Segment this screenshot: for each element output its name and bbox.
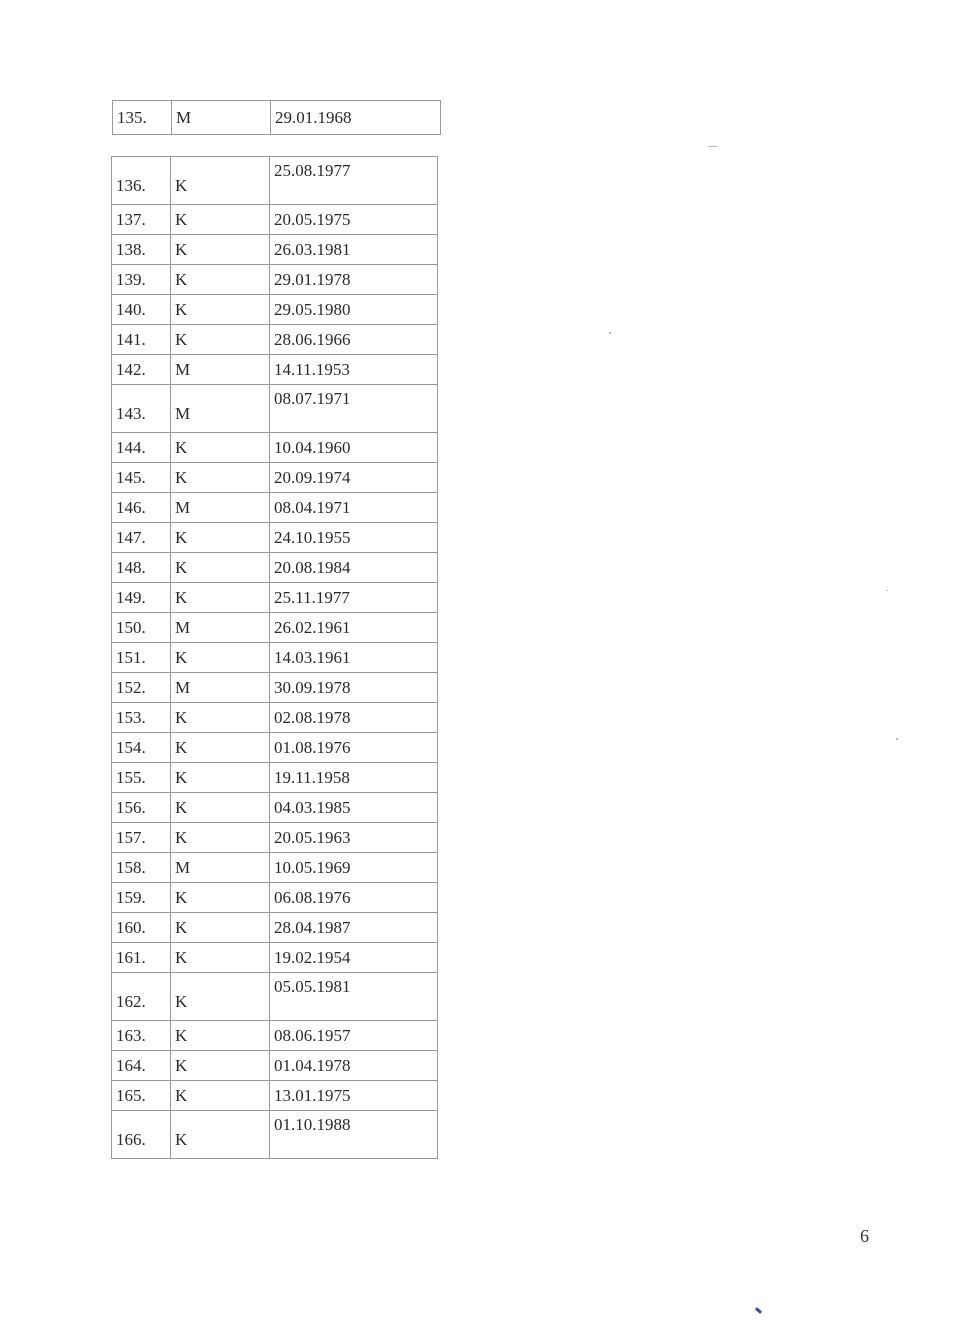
record-number: 146. [112, 493, 171, 523]
table-row [112, 265, 438, 295]
table-row [112, 1111, 438, 1159]
table-row [112, 703, 438, 733]
record-sex: K [171, 1081, 270, 1111]
record-sex: K [171, 973, 270, 1021]
record-number: 160. [112, 913, 171, 943]
record-sex: K [171, 553, 270, 583]
record-sex: K [171, 823, 270, 853]
record-date: 10.05.1969 [270, 853, 438, 883]
record-sex: K [171, 295, 270, 325]
table-row [112, 1051, 438, 1081]
table-row [112, 763, 438, 793]
record-sex: M [171, 673, 270, 703]
record-number: 136. [112, 157, 171, 205]
scan-speck [708, 146, 717, 147]
record-date: 28.04.1987 [270, 913, 438, 943]
record-date: 20.08.1984 [270, 553, 438, 583]
record-sex: M [171, 853, 270, 883]
record-number: 138. [112, 235, 171, 265]
record-sex: M [171, 613, 270, 643]
record-sex: K [171, 733, 270, 763]
record-number: 161. [112, 943, 171, 973]
table-row [112, 943, 438, 973]
table-row [112, 385, 438, 433]
table-row [112, 853, 438, 883]
record-number: 152. [112, 673, 171, 703]
record-date: 30.09.1978 [270, 673, 438, 703]
table-row [112, 493, 438, 523]
table-row [112, 973, 438, 1021]
table-row [112, 583, 438, 613]
table-row [112, 913, 438, 943]
record-number: 145. [112, 463, 171, 493]
record-sex: K [171, 325, 270, 355]
record-date: 28.06.1966 [270, 325, 438, 355]
table-row [112, 235, 438, 265]
record-date: 29.01.1968 [271, 101, 441, 135]
record-number: 150. [112, 613, 171, 643]
record-date: 08.06.1957 [270, 1021, 438, 1051]
record-date: 06.08.1976 [270, 883, 438, 913]
scan-speck [886, 590, 888, 591]
top-records-body [113, 101, 441, 135]
record-sex: K [171, 913, 270, 943]
record-date: 20.05.1963 [270, 823, 438, 853]
table-row [112, 523, 438, 553]
table-row [112, 793, 438, 823]
table-row [112, 1021, 438, 1051]
record-sex: K [171, 793, 270, 823]
table-row [112, 1081, 438, 1111]
table-row [112, 643, 438, 673]
record-number: 143. [112, 385, 171, 433]
record-date: 20.09.1974 [270, 463, 438, 493]
top-records-table [112, 100, 441, 135]
record-number: 165. [112, 1081, 171, 1111]
record-number: 137. [112, 205, 171, 235]
record-sex: K [171, 763, 270, 793]
record-date: 29.01.1978 [270, 265, 438, 295]
table-row [113, 101, 441, 135]
table-row [112, 355, 438, 385]
record-date: 01.10.1988 [270, 1111, 438, 1159]
main-records-table [111, 156, 438, 1159]
record-number: 141. [112, 325, 171, 355]
record-date: 29.05.1980 [270, 295, 438, 325]
record-number: 139. [112, 265, 171, 295]
record-sex: K [171, 1111, 270, 1159]
record-date: 05.05.1981 [270, 973, 438, 1021]
record-date: 20.05.1975 [270, 205, 438, 235]
record-date: 19.11.1958 [270, 763, 438, 793]
record-sex: K [171, 235, 270, 265]
record-number: 149. [112, 583, 171, 613]
record-number: 151. [112, 643, 171, 673]
record-sex: K [171, 1051, 270, 1081]
record-number: 164. [112, 1051, 171, 1081]
record-sex: K [171, 943, 270, 973]
table-row [112, 433, 438, 463]
record-date: 01.08.1976 [270, 733, 438, 763]
scan-speck [896, 738, 898, 740]
record-date: 02.08.1978 [270, 703, 438, 733]
record-number: 147. [112, 523, 171, 553]
record-sex: K [171, 265, 270, 295]
table-row [112, 157, 438, 205]
record-date: 25.08.1977 [270, 157, 438, 205]
record-date: 01.04.1978 [270, 1051, 438, 1081]
table-row [112, 553, 438, 583]
record-date: 04.03.1985 [270, 793, 438, 823]
record-date: 26.03.1981 [270, 235, 438, 265]
record-sex: K [171, 463, 270, 493]
record-number: 156. [112, 793, 171, 823]
record-date: 19.02.1954 [270, 943, 438, 973]
record-number: 166. [112, 1111, 171, 1159]
table-row [112, 613, 438, 643]
record-date: 25.11.1977 [270, 583, 438, 613]
record-date: 26.02.1961 [270, 613, 438, 643]
record-date: 13.01.1975 [270, 1081, 438, 1111]
record-sex: M [171, 385, 270, 433]
record-sex: M [171, 493, 270, 523]
record-number: 154. [112, 733, 171, 763]
table-row [112, 823, 438, 853]
main-records-body [112, 157, 438, 1159]
record-number: 135. [113, 101, 172, 135]
page-number: 6 [860, 1226, 869, 1246]
record-date: 08.07.1971 [270, 385, 438, 433]
table-row [112, 295, 438, 325]
table-row [112, 325, 438, 355]
record-date: 10.04.1960 [270, 433, 438, 463]
record-number: 163. [112, 1021, 171, 1051]
record-sex: K [171, 1021, 270, 1051]
record-sex: M [172, 101, 271, 135]
table-row [112, 205, 438, 235]
record-number: 155. [112, 763, 171, 793]
record-sex: K [171, 523, 270, 553]
record-number: 158. [112, 853, 171, 883]
record-sex: K [171, 703, 270, 733]
record-number: 148. [112, 553, 171, 583]
record-number: 153. [112, 703, 171, 733]
record-number: 159. [112, 883, 171, 913]
record-date: 24.10.1955 [270, 523, 438, 553]
table-row [112, 673, 438, 703]
record-sex: K [171, 643, 270, 673]
record-sex: K [171, 883, 270, 913]
table-row [112, 883, 438, 913]
record-date: 14.11.1953 [270, 355, 438, 385]
record-sex: K [171, 205, 270, 235]
record-date: 08.04.1971 [270, 493, 438, 523]
record-sex: K [171, 157, 270, 205]
record-number: 142. [112, 355, 171, 385]
record-sex: M [171, 355, 270, 385]
record-sex: K [171, 583, 270, 613]
record-date: 14.03.1961 [270, 643, 438, 673]
ink-mark [755, 1307, 762, 1314]
record-sex: K [171, 433, 270, 463]
record-number: 140. [112, 295, 171, 325]
record-number: 162. [112, 973, 171, 1021]
table-row [112, 733, 438, 763]
record-number: 144. [112, 433, 171, 463]
scan-speck [609, 332, 611, 334]
table-row [112, 463, 438, 493]
record-number: 157. [112, 823, 171, 853]
